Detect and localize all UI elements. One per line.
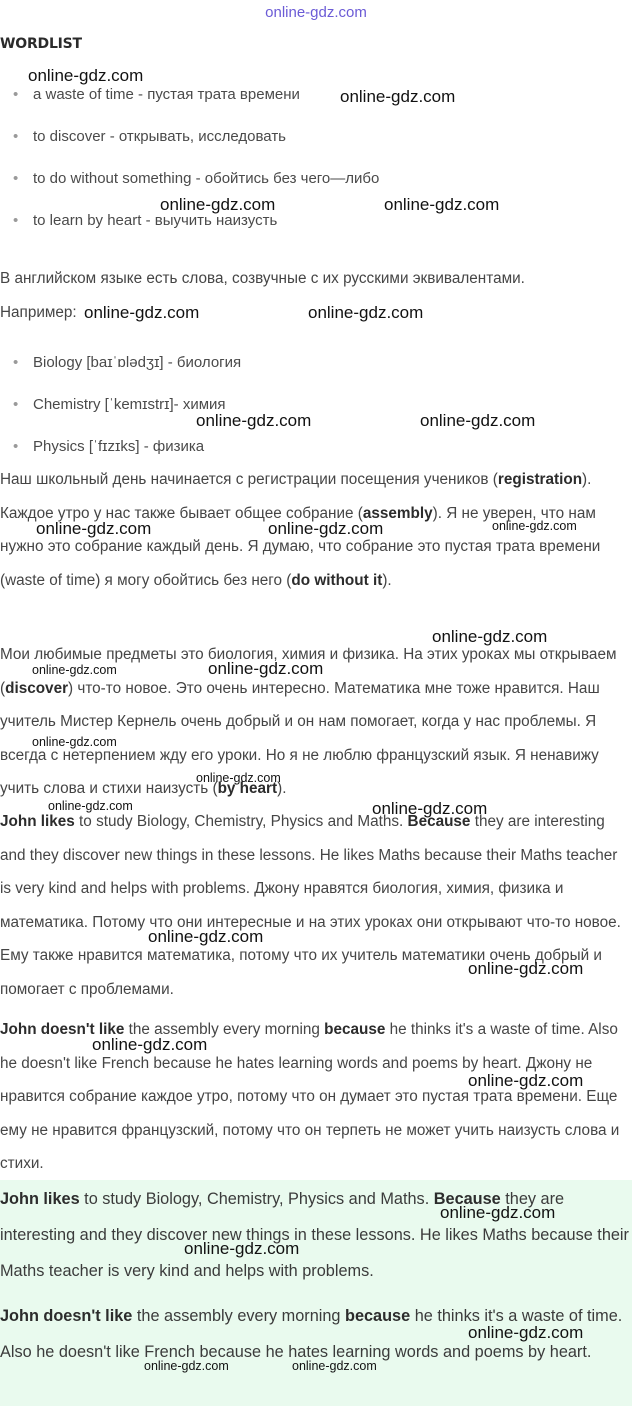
watermark: online-gdz.com [372,799,488,818]
watermark: online-gdz.com [384,195,500,214]
watermark: online-gdz.com [28,66,144,85]
watermark: online-gdz.com [308,303,424,322]
intro-line: В английском языке есть слова, созвучные с их русскими эквивалентами. [0,270,525,287]
watermark: online-gdz.com [48,799,133,813]
list-item: • a waste of time - пустая трата времени [14,86,300,103]
watermark: online-gdz.com [196,411,312,430]
watermark: online-gdz.com [492,519,577,533]
watermark: online-gdz.com [148,927,264,946]
watermark: online-gdz.com [468,959,584,978]
watermark: online-gdz.com [340,87,456,106]
list-item: • to discover - открывать, исследовать [14,128,286,145]
watermark: online-gdz.com [468,1323,584,1342]
watermark: online-gdz.com [432,627,548,646]
final-answer-dislikes: John doesn't like the assembly every morning because he thinks it's a waste of time. Also he doesn't like French because he hates learning words and poems by heart. [0,1307,623,1361]
paragraph-ru-2: Мои любимые предметы это биология, химия и физика. На этих уроках мы открываем (discover) что-то новое. Это очень интересно. Математика мне тоже нравится. Наш учитель Мистер Кернель очень добрый и он нам помогает, когда у нас проблемы. Я всегда с нетерпением жду его уроки. Но я не люблю французский язык. Я ненавижу учить слова и стихи наизусть (by heart). [0,646,617,797]
watermark: online-gdz.com [32,663,117,677]
watermark: online-gdz.com [32,735,117,749]
watermark: online-gdz.com [440,1203,556,1222]
watermark: online-gdz.com [144,1359,229,1373]
watermark: online-gdz.com [208,659,324,678]
list-item: • Biology [baɪˈɒlədʒɪ] - биология [14,354,241,371]
wordlist-title: WORDLIST [0,36,82,52]
watermark: online-gdz.com [196,771,281,785]
list-item: • to do without something - обойтись без чего—либо [14,170,379,187]
answer-likes: John likes to study Biology, Chemistry, Physics and Maths. Because they are interesting and they discover new things in these lessons. He likes Maths because their Maths teacher is very kind and helps with problems. Джону нравятся биология, химия, физика и математика. Потому что они интересные и на этих уроках они открывают что-то новое. Ему также нравится математика, потому что их учитель математики очень добрый и помогает с проблемами. [0,813,621,998]
watermark: online-gdz.com [292,1359,377,1373]
final-answer-likes: John likes to study Biology, Chemistry, Physics and Maths. Because they are interesting and they discover new things in these lessons. He likes Maths because their Maths teacher is very kind and helps with problems. [0,1190,629,1280]
watermark: online-gdz.com [92,1035,208,1054]
watermark: online-gdz.com [184,1239,300,1258]
watermark: online-gdz.com [160,195,276,214]
paragraph-ru-1: Наш школьный день начинается с регистрации посещения учеников (registration). Каждое утро у нас также бывает общее собрание (assembly). Я не уверен, что нам нужно это собрание каждый день. Я думаю, что собрание это пустая трата времени (waste of time) я могу обойтись без него (do without it). [0,471,601,589]
list-item: • Physics [ˈfɪzɪks] - физика [14,438,204,455]
watermark: online-gdz.com [36,519,152,538]
watermark: online-gdz.com [468,1071,584,1090]
list-item: • to learn by heart - выучить наизусть [14,212,277,229]
list-item: • Chemistry [ˈkemɪstrɪ]- химия [14,396,226,413]
example-label: Например: [0,304,77,321]
watermark: online-gdz.com [268,519,384,538]
watermark: online-gdz.com [84,303,200,322]
site-header-link[interactable]: online-gdz.com [265,4,367,21]
answer-dislikes: John doesn't like the assembly every morning because he thinks it's a waste of time. Also he doesn't like French because he hates learning words and poems by heart. Джону не нравится собрание каждое утро, потому что он думает это пустая трата времени. Еще ему не нравится французский, потому что он терпеть не может учить наизусть слова и стихи. [0,1021,620,1172]
watermark: online-gdz.com [420,411,536,430]
